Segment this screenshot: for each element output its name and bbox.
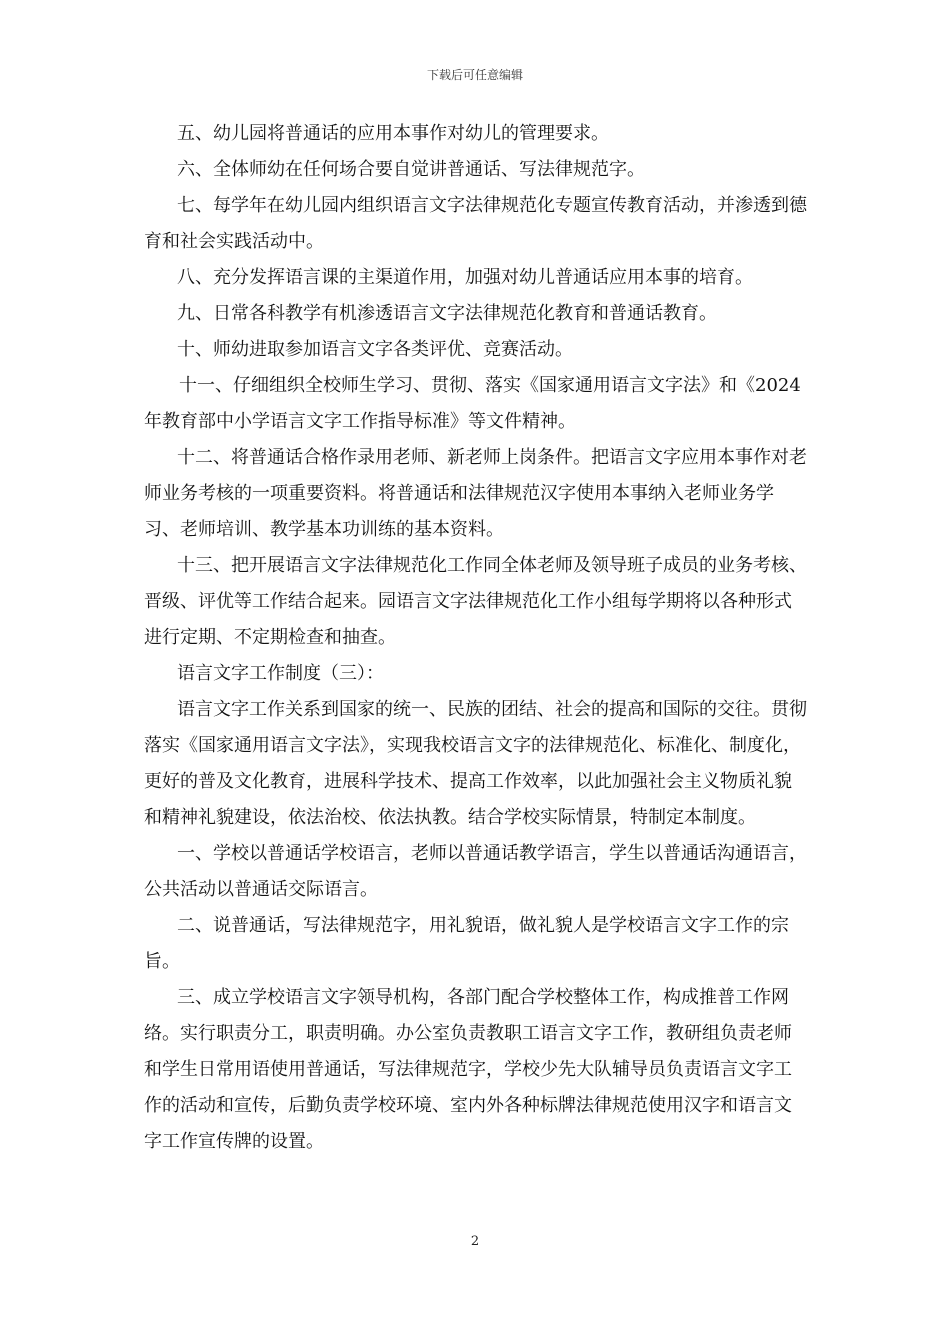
section-heading: 语言文字工作制度（三）： <box>177 663 384 684</box>
page-header: 下载后可任意编辑 <box>426 68 523 82</box>
paragraph-item-10: 十、师幼进取参加语言文字各类评优、竞赛活动。 <box>177 339 573 360</box>
paragraph-item-13: 十三、把开展语言文字法律规范化工作同全体老师及领导班子成员的业务考核、晋级、评优等工作结合起来。园语言文字法律规范化工作小组每学期将以各种形式进行定期、不定期检查和抽查。 <box>144 555 807 648</box>
page-number: 2 <box>470 1234 480 1249</box>
document-body <box>144 116 808 1160</box>
paragraph-item-6: 六、全体师幼在任何场合要自觉讲普通话、写法律规范字。 <box>177 159 645 180</box>
intro-paragraph: 语言文字工作关系到国家的统一、民族的团结、社会的提高和国际的交往。贯彻落实《国家通用语言文字法》，实现我校语言文字的法律规范化、标准化、制度化，更好的普及文化教育，进展科学技术、提高工作效率，以此加强社会主义物质礼貌和精神礼貌建设，依法治校、依法执教。结合学校实际情景，特制定本制度。 <box>144 699 807 828</box>
paragraph-item-12: 十二、将普通话合格作录用老师、新老师上岗条件。把语言文字应用本事作对老师业务考核的一项重要资料。将普通话和法律规范汉字使用本事纳入老师业务学习、老师培训、教学基本功训练的基本资料。 <box>144 447 807 540</box>
paragraph-item-8: 八、充分发挥语言课的主渠道作用，加强对幼儿普通话应用本事的培育。 <box>177 267 753 288</box>
rule-item-2: 二、说普通话，写法律规范字，用礼貌语，做礼貌人是学校语言文字工作的宗旨。 <box>144 915 789 972</box>
paragraph-item-11: 十一、仔细组织全校师生学习、贯彻、落实《国家通用语言文字法》和《2024年教育部中小学语言文字工作指导标准》等文件精神。 <box>144 375 801 432</box>
rule-item-1: 一、学校以普通话学校语言，老师以普通话教学语言，学生以普通话沟通语言，公共活动以普通话交际语言。 <box>144 843 807 900</box>
rule-item-3: 三、成立学校语言文字领导机构，各部门配合学校整体工作，构成推普工作网络。实行职责分工，职责明确。办公室负责教职工语言文字工作，教研组负责老师和学生日常用语使用普通话，写法律规范字，学校少先大队辅导员负责语言文字工作的活动和宣传，后勤负责学校环境、室内外各种标牌法律规范使用汉字和语言文字工作宣传牌的设置。 <box>144 987 792 1152</box>
paragraph-item-9: 九、日常各科教学有机渗透语言文字法律规范化教育和普通话教育。 <box>177 303 717 324</box>
paragraph-item-5: 五、幼儿园将普通话的应用本事作对幼儿的管理要求。 <box>177 123 609 144</box>
paragraph-item-7: 七、每学年在幼儿园内组织语言文字法律规范化专题宣传教育活动，并渗透到德育和社会实践活动中。 <box>144 195 807 252</box>
